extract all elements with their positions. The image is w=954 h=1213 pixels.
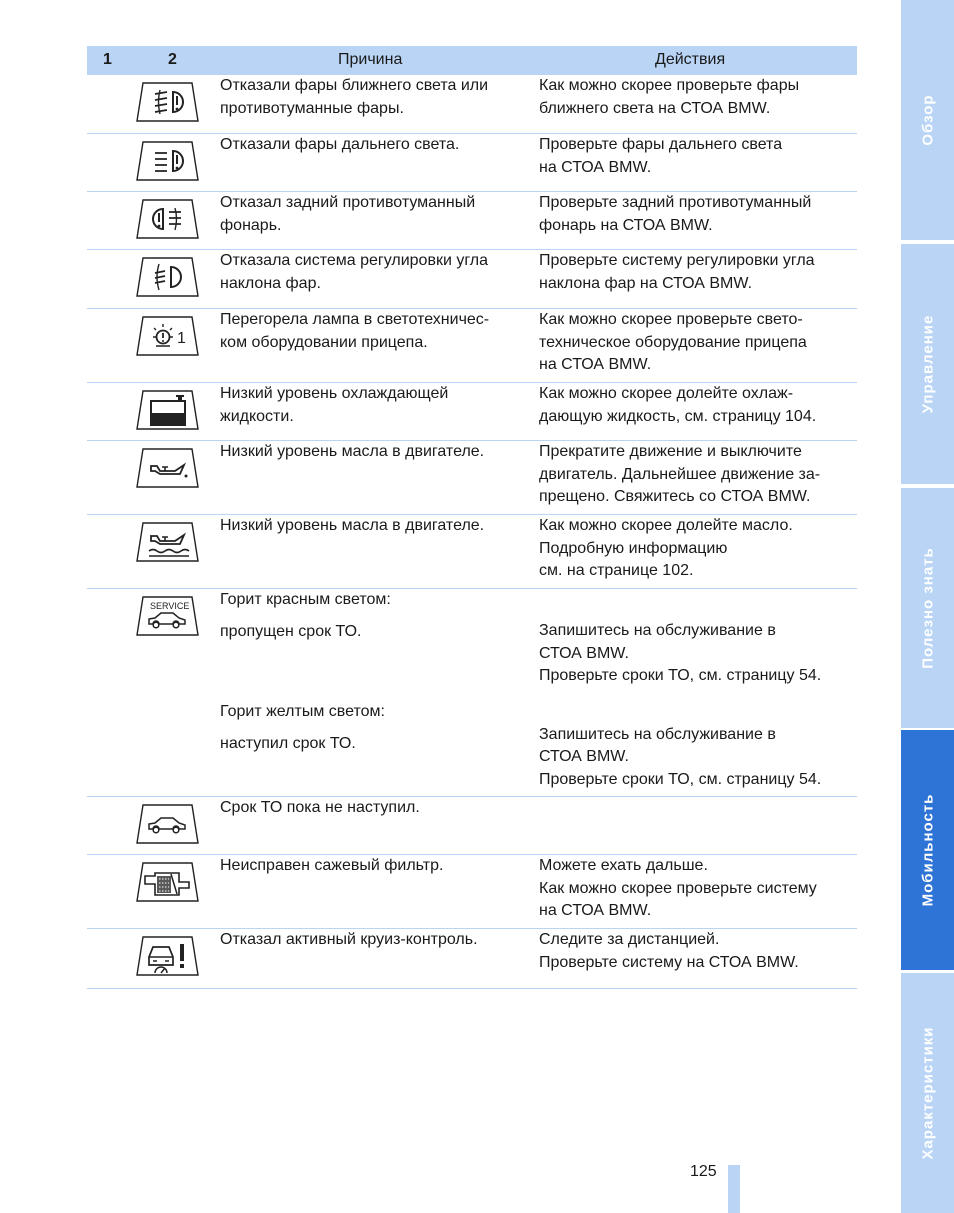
- action-line: Проверьте задний противотуманный: [539, 194, 812, 211]
- sidebar-tab[interactable]: [901, 730, 954, 970]
- car-service-ok-icon: [135, 803, 200, 845]
- cause-cell: [220, 383, 530, 428]
- sidebar-tab-label: Полезно знать: [919, 547, 936, 669]
- low-beam-fog-warning-icon: [135, 81, 200, 123]
- header-cause: Причина: [338, 51, 403, 68]
- action-cell: [539, 855, 857, 923]
- trailer-lamp-icon: [135, 315, 200, 357]
- action-line: фонарь на СТОА BMW.: [539, 216, 713, 234]
- action-line: на СТОА BMW.: [539, 902, 652, 919]
- oil-can-icon: [135, 447, 200, 489]
- red-action-line: СТОА BMW.: [539, 644, 629, 662]
- service-icon-text: SERVICE: [150, 601, 190, 611]
- action-line: Как можно скорее проверьте свето-: [539, 311, 803, 328]
- sidebar-tab[interactable]: [901, 244, 954, 484]
- action-cell: [539, 515, 857, 583]
- red-state-cause: пропущен срок ТО.: [220, 622, 362, 640]
- action-line: наклона фар на СТОА BMW.: [539, 274, 753, 292]
- action-line: Как можно скорее проверьте фары: [539, 77, 800, 94]
- cause-line: Низкий уровень масла в двигателе.: [220, 517, 485, 534]
- cause-line: противотуманные фары.: [220, 99, 404, 117]
- action-line: Следите за дистанцией.: [539, 931, 720, 948]
- action-line: ближнего света на СТОА BMW.: [539, 99, 771, 117]
- cause-line: Неисправен сажевый фильтр.: [220, 857, 444, 874]
- table-row: [87, 855, 857, 929]
- cause-line: Отказал активный круиз-контроль.: [220, 931, 478, 948]
- action-line: прещено. Свяжитесь со СТОА BMW.: [539, 488, 811, 505]
- action-line: двигатель. Дальнейшее движение за-: [539, 465, 821, 483]
- table-row: [87, 797, 857, 855]
- action-cell: [539, 589, 857, 791]
- sidebar-tab[interactable]: [901, 973, 954, 1213]
- cause-cell: [220, 75, 530, 120]
- rear-fog-warning-icon: [135, 198, 200, 240]
- header-col-1: 1: [103, 51, 112, 68]
- table-row: [87, 250, 857, 309]
- action-line: на СТОА BMW.: [539, 356, 652, 373]
- cause-line: фонарь.: [220, 216, 282, 234]
- red-state-title: Горит красным светом:: [220, 591, 391, 608]
- action-line: Как можно скорее долейте охлаж-: [539, 385, 794, 402]
- yellow-action-line: Проверьте сроки ТО, см. страницу 54.: [539, 770, 822, 788]
- action-cell: [539, 75, 857, 120]
- cause-line: Отказал задний противотуманный: [220, 194, 476, 211]
- coolant-level-icon: [135, 389, 200, 431]
- red-action-line: Запишитесь на обслуживание в: [539, 622, 776, 639]
- yellow-state-cause: наступил срок ТО.: [220, 734, 356, 752]
- action-line: Как можно скорее проверьте систему: [539, 879, 817, 897]
- action-line: дающую жидкость, см. страницу 104.: [539, 407, 817, 425]
- action-line: Проверьте систему регулировки угла: [539, 252, 815, 269]
- table-row: [87, 192, 857, 250]
- action-line: Можете ехать дальше.: [539, 857, 708, 874]
- page-number: 125: [690, 1163, 717, 1180]
- yellow-action-line: СТОА BMW.: [539, 748, 629, 765]
- sidebar-tab-label: Характеристики: [919, 1026, 936, 1160]
- sidebar-tab[interactable]: [901, 488, 954, 728]
- cause-line: Отказала система регулировки угла: [220, 252, 489, 269]
- action-cell: [539, 929, 857, 974]
- cause-cell: [220, 797, 530, 820]
- headlight-range-control-icon: [135, 256, 200, 298]
- active-cruise-control-icon: [135, 935, 200, 977]
- cause-line: Срок ТО пока не наступил.: [220, 799, 420, 816]
- cause-line: Отказали фары дальнего света.: [220, 136, 460, 153]
- table-header: [87, 46, 857, 75]
- action-line: Проверьте фары дальнего света: [539, 136, 783, 153]
- cause-cell: [220, 309, 530, 354]
- action-cell: [539, 441, 857, 509]
- yellow-action-line: Запишитесь на обслуживание в: [539, 725, 776, 743]
- cause-cell: [220, 134, 530, 157]
- sidebar-tab-label: Мобильность: [919, 793, 936, 907]
- cause-line: ком оборудовании прицепа.: [220, 333, 428, 351]
- table-row: [87, 383, 857, 441]
- cause-cell: [220, 192, 530, 237]
- yellow-state-title: Горит желтым светом:: [220, 703, 385, 720]
- cause-cell: [220, 441, 530, 464]
- action-cell: [539, 134, 857, 179]
- action-line: Подробную информацию: [539, 539, 728, 557]
- red-action-line: Проверьте сроки ТО, см. страницу 54.: [539, 667, 822, 684]
- page-marker-bar: [728, 1165, 740, 1213]
- action-cell: [539, 309, 857, 377]
- cause-line: Отказали фары ближнего света или: [220, 77, 489, 94]
- action-line: Как можно скорее долейте масло.: [539, 517, 793, 534]
- action-line: см. на странице 102.: [539, 562, 694, 579]
- cause-line: Низкий уровень охлаждающей: [220, 385, 449, 402]
- action-line: Проверьте систему на СТОА BMW.: [539, 953, 799, 971]
- warning-table: [87, 46, 857, 989]
- table-row: [87, 515, 857, 589]
- table-row: [87, 441, 857, 515]
- oil-level-low-icon: [135, 521, 200, 563]
- chapter-sidebar: [901, 0, 954, 1213]
- particulate-filter-icon: [135, 861, 200, 903]
- svg-text:1: 1: [177, 330, 186, 347]
- high-beam-warning-icon: [135, 140, 200, 182]
- cause-cell: [220, 515, 530, 538]
- table-row: [87, 134, 857, 192]
- sidebar-tab-label: Обзор: [919, 94, 936, 146]
- table-row: [87, 75, 857, 134]
- cause-line: Низкий уровень масла в двигателе.: [220, 443, 485, 460]
- cause-line: жидкости.: [220, 407, 294, 425]
- table-row: [87, 929, 857, 989]
- action-cell: [539, 383, 857, 428]
- action-cell: [539, 192, 857, 237]
- table-row: [87, 589, 857, 797]
- cause-line: Перегорела лампа в светотехничес-: [220, 311, 490, 328]
- cause-line: наклона фар.: [220, 274, 321, 292]
- header-col-2: 2: [168, 51, 177, 68]
- action-line: Прекратите движение и выключите: [539, 443, 802, 460]
- action-cell: [539, 250, 857, 295]
- service-car-icon: [135, 595, 200, 637]
- cause-cell: [220, 855, 530, 878]
- table-row: [87, 309, 857, 383]
- action-line: техническое оборудование прицепа: [539, 333, 807, 351]
- cause-cell: [220, 250, 530, 295]
- cause-cell: [220, 929, 530, 952]
- action-line: на СТОА BMW.: [539, 158, 652, 176]
- header-action: Действия: [655, 51, 726, 68]
- cause-cell: [220, 589, 530, 755]
- sidebar-tab-label: Управление: [919, 314, 936, 414]
- sidebar-tab[interactable]: [901, 0, 954, 240]
